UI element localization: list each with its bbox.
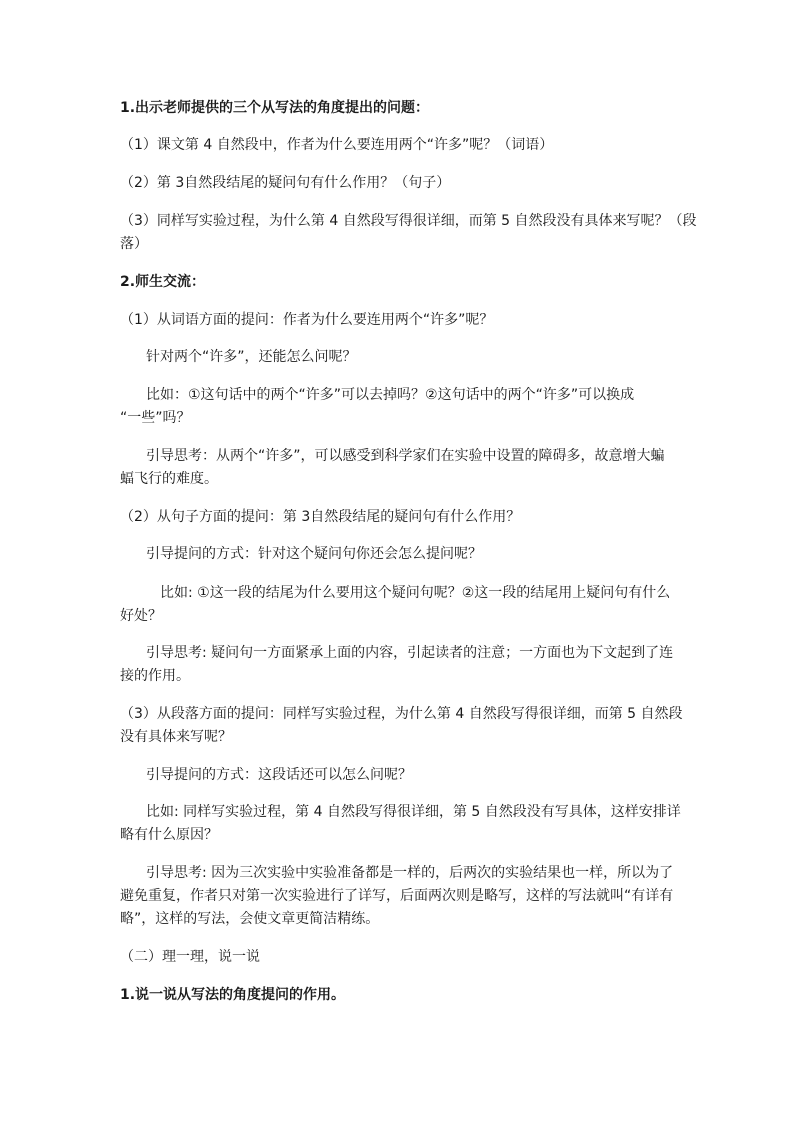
question-2-sentence: （2）第 3自然段结尾的疑问句有什么作用？（句子） — [120, 175, 451, 191]
discussion-1-title: （1）从词语方面的提问：作者为什么要连用两个“许多”呢？ — [120, 312, 494, 328]
discussion-2-example: 比如: ①这一段的结尾为什么要用这个疑问句呢？②这一段的结尾用上疑问句有什么 — [160, 585, 671, 601]
discussion-1-guide: 引导思考：从两个“许多”，可以感受到科学家们在实验中设置的障碍多，故意增大蝙 — [146, 448, 665, 464]
discussion-1-how-else: 针对两个“许多”，还能怎么问呢？ — [146, 349, 357, 365]
discussion-3-example-cont: 略有什么原因？ — [120, 827, 218, 843]
heading-discussion: 2.师生交流： — [120, 274, 206, 290]
task-1-explain: 1.说一说从写法的角度提问的作用。 — [120, 987, 346, 1003]
discussion-1-guide-cont: 蝠飞行的难度。 — [120, 471, 218, 487]
discussion-2-guide: 引导思考: 疑问句一方面紧承上面的内容，引起读者的注意；一方面也为下文起到了连 — [146, 645, 674, 661]
discussion-3-guide-cont-2: 略”，这样的写法，会使文章更简洁精练。 — [120, 911, 380, 927]
discussion-2-example-cont: 好处？ — [120, 608, 162, 624]
discussion-2-guide-cont: 接的作用。 — [120, 668, 190, 684]
discussion-3-guide-cont-1: 避免重复，作者只对第一次实验进行了详写，后面两次则是略写，这样的写法就叫“有详有 — [120, 888, 674, 904]
discussion-3-title: （3）从段落方面的提问：同样写实验过程，为什么第 4 自然段写得很详细，而第 5 自然段 — [120, 706, 683, 722]
discussion-3-method: 引导提问的方式：这段话还可以怎么问呢？ — [146, 767, 412, 783]
discussion-2-method: 引导提问的方式：针对这个疑问句你还会怎么提问呢？ — [146, 546, 482, 562]
section-two-heading: （二）理一理，说一说 — [120, 949, 260, 965]
discussion-1-example-cont: “一些”吗？ — [120, 410, 191, 426]
discussion-3-guide: 引导思考: 因为三次实验中实验准备都是一样的，后两次的实验结果也一样，所以为了 — [146, 865, 674, 881]
discussion-2-title: （2）从句子方面的提问：第 3自然段结尾的疑问句有什么作用？ — [120, 509, 521, 525]
question-3-paragraph-cont: 落） — [120, 236, 148, 252]
discussion-3-title-cont: 没有具体来写呢？ — [120, 729, 232, 745]
heading-show-questions: 1.出示老师提供的三个从写法的角度提出的问题： — [120, 100, 430, 116]
discussion-1-example: 比如：①这句话中的两个“许多”可以去掉吗？②这句话中的两个“许多”可以换成 — [146, 387, 635, 403]
question-3-paragraph: （3）同样写实验过程，为什么第 4 自然段写得很详细，而第 5 自然段没有具体来写呢？（段 — [120, 213, 697, 229]
discussion-3-example: 比如: 同样写实验过程，第 4 自然段写得很详细，第 5 自然段没有写具体，这样安排详 — [146, 804, 681, 820]
question-1-words: （1）课文第 4 自然段中，作者为什么要连用两个“许多”呢？（词语） — [120, 137, 554, 153]
